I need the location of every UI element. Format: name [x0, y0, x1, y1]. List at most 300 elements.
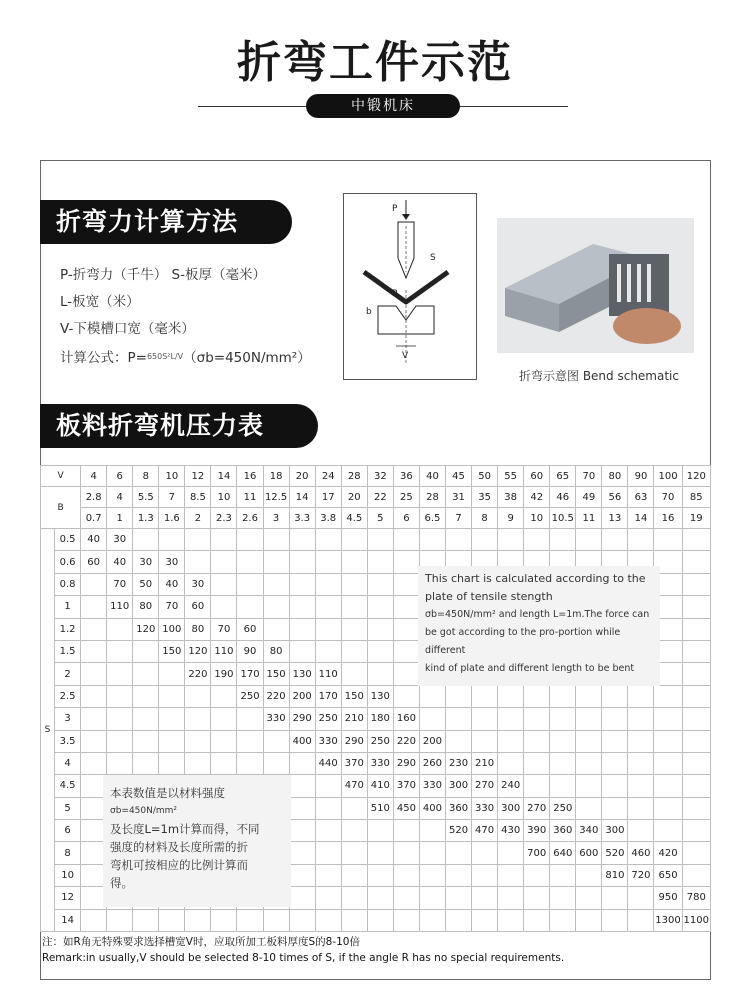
table-header-row-b2 [41, 508, 711, 529]
pressure-cell: 450 [393, 797, 419, 819]
pressure-cell [367, 596, 393, 618]
pressure-cell: 520 [602, 842, 628, 864]
pressure-cell [498, 887, 524, 909]
pressure-cell: 50 [133, 573, 159, 595]
pressure-cell [237, 752, 263, 774]
pressure-cell [289, 752, 315, 774]
pressure-cell: 470 [341, 775, 367, 797]
s-value-cell: 12 [55, 887, 81, 909]
pressure-cell [393, 909, 419, 931]
pressure-cell [498, 708, 524, 730]
note-cn-line-4: 强度的材料及长度所需的折 [110, 840, 248, 854]
pressure-cell [628, 887, 654, 909]
b-value-cell: 22 [367, 487, 393, 508]
b-value-cell: 14 [628, 508, 654, 529]
pressure-cell [367, 909, 393, 931]
bend-photo [497, 218, 694, 353]
pressure-cell [393, 529, 419, 551]
page-title: 折弯工件示范 [237, 37, 513, 88]
v-value-cell: 10 [159, 466, 185, 487]
pressure-cell [472, 708, 498, 730]
pressure-cell [367, 573, 393, 595]
pressure-cell [341, 551, 367, 573]
pressure-cell [315, 529, 341, 551]
pressure-cell [682, 730, 710, 752]
pressure-cell [289, 775, 315, 797]
note-en-line-5: kind of plate and different length to be bent [425, 663, 635, 674]
b-value-cell: 19 [682, 508, 710, 529]
pressure-cell [682, 596, 710, 618]
pressure-cell [159, 529, 185, 551]
pressure-cell [524, 864, 550, 886]
b-value-cell: 31 [445, 487, 471, 508]
pressure-cell [237, 529, 263, 551]
pressure-cell [341, 618, 367, 640]
pressure-cell [576, 775, 602, 797]
pressure-cell: 330 [263, 708, 289, 730]
s-value-cell: 0.5 [55, 529, 81, 551]
pressure-cell: 700 [524, 842, 550, 864]
pressure-cell [211, 909, 237, 931]
pressure-cell [159, 730, 185, 752]
note-cn-line-3: 及长度L=1m计算而得，不同 [110, 822, 260, 836]
pressure-cell [211, 685, 237, 707]
pressure-cell [81, 730, 107, 752]
v-value-cell: 28 [341, 466, 367, 487]
pressure-cell [682, 573, 710, 595]
pressure-cell [341, 573, 367, 595]
pressure-cell: 70 [159, 596, 185, 618]
s-value-cell: 1 [55, 596, 81, 618]
pressure-cell: 250 [237, 685, 263, 707]
pressure-cell [576, 708, 602, 730]
v-value-cell: 80 [602, 466, 628, 487]
b-value-cell: 16 [654, 508, 682, 529]
pressure-cell [498, 752, 524, 774]
pressure-cell: 600 [576, 842, 602, 864]
pressure-cell [682, 551, 710, 573]
pressure-cell [107, 909, 133, 931]
pressure-cell: 70 [107, 573, 133, 595]
s-value-cell: 1.5 [55, 640, 81, 662]
pressure-cell: 370 [393, 775, 419, 797]
pressure-cell [628, 529, 654, 551]
pressure-cell [341, 663, 367, 685]
label-v: V [402, 351, 409, 361]
pressure-cell: 200 [419, 730, 445, 752]
pressure-cell: 150 [341, 685, 367, 707]
pressure-cell [289, 820, 315, 842]
pressure-cell [289, 797, 315, 819]
note-en-line-3: σb=450N/mm² and length L=1m.The force can [425, 609, 650, 620]
pressure-cell: 60 [81, 551, 107, 573]
pressure-cell [393, 887, 419, 909]
pressure-cell [341, 842, 367, 864]
part-slot [637, 264, 641, 302]
pressure-cell [159, 663, 185, 685]
pressure-cell [393, 820, 419, 842]
pressure-cell [419, 864, 445, 886]
pressure-cell [185, 685, 211, 707]
v-value-cell: 45 [445, 466, 471, 487]
s-value-cell: 2 [55, 663, 81, 685]
pressure-cell: 80 [185, 618, 211, 640]
hand [613, 308, 681, 344]
pressure-cell [237, 909, 263, 931]
pressure-cell [654, 730, 682, 752]
pressure-cell: 150 [263, 663, 289, 685]
pressure-cell: 110 [315, 663, 341, 685]
pressure-cell [81, 596, 107, 618]
bend-photo-svg [497, 218, 694, 353]
pressure-cell: 190 [211, 663, 237, 685]
pressure-cell [367, 640, 393, 662]
pressure-cell [550, 685, 576, 707]
pressure-cell: 400 [289, 730, 315, 752]
pressure-cell [133, 708, 159, 730]
pressure-cell: 300 [445, 775, 471, 797]
pressure-cell [576, 529, 602, 551]
v-value-cell: 12 [185, 466, 211, 487]
pressure-cell [263, 618, 289, 640]
pressure-cell [445, 685, 471, 707]
pressure-cell [107, 708, 133, 730]
pressure-cell [654, 752, 682, 774]
pressure-cell [289, 887, 315, 909]
pressure-cell: 270 [524, 797, 550, 819]
pressure-cell [472, 887, 498, 909]
pressure-cell [550, 730, 576, 752]
pressure-cell: 80 [263, 640, 289, 662]
pressure-cell [445, 909, 471, 931]
pressure-cell [185, 708, 211, 730]
b-value-cell: 3.8 [315, 508, 341, 529]
label-b: b [366, 307, 372, 317]
pressure-cell: 1100 [682, 909, 710, 931]
pressure-cell [289, 640, 315, 662]
pressure-cell: 330 [419, 775, 445, 797]
pressure-cell: 410 [367, 775, 393, 797]
b-value-cell: 10.5 [550, 508, 576, 529]
pressure-cell [445, 887, 471, 909]
pressure-cell [498, 730, 524, 752]
pressure-cell [237, 573, 263, 595]
pressure-cell: 110 [107, 596, 133, 618]
pressure-cell: 250 [315, 708, 341, 730]
pressure-cell [315, 820, 341, 842]
pressure-cell [133, 663, 159, 685]
pressure-cell: 300 [602, 820, 628, 842]
b-value-cell: 10 [524, 508, 550, 529]
pressure-cell: 510 [367, 797, 393, 819]
note-cn-line-5: 弯机可按相应的比例计算而 [110, 858, 248, 872]
pressure-cell [419, 685, 445, 707]
pressure-cell [628, 752, 654, 774]
s-value-cell: 4 [55, 752, 81, 774]
s-value-cell: 14 [55, 909, 81, 931]
pressure-cell [315, 842, 341, 864]
pressure-cell [211, 551, 237, 573]
pressure-cell: 90 [237, 640, 263, 662]
pressure-cell [445, 864, 471, 886]
pressure-cell: 250 [550, 797, 576, 819]
b-value-cell: 38 [498, 487, 524, 508]
v-value-cell: 65 [550, 466, 576, 487]
v-value-cell: 36 [393, 466, 419, 487]
pressure-cell [419, 820, 445, 842]
b-value-cell: 63 [628, 487, 654, 508]
pressure-cell [263, 909, 289, 931]
pressure-cell [576, 909, 602, 931]
pressure-cell [263, 752, 289, 774]
pressure-cell [289, 864, 315, 886]
b-value-cell: 1.3 [133, 508, 159, 529]
pressure-cell: 30 [107, 529, 133, 551]
pressure-cell [602, 529, 628, 551]
b-value-cell: 2.6 [237, 508, 263, 529]
pressure-cell [341, 864, 367, 886]
b-value-cell: 7 [159, 487, 185, 508]
formula-block [60, 262, 311, 372]
pressure-cell [367, 551, 393, 573]
note-chinese [103, 775, 291, 907]
pressure-cell: 440 [315, 752, 341, 774]
pressure-cell [419, 909, 445, 931]
pressure-cell [602, 797, 628, 819]
pressure-cell [445, 708, 471, 730]
formula-line-3: V-下模槽口宽（毫米） [60, 321, 195, 337]
pressure-cell [576, 752, 602, 774]
b-value-cell: 70 [654, 487, 682, 508]
v-value-cell: 100 [654, 466, 682, 487]
b-value-cell: 4 [107, 487, 133, 508]
pressure-cell: 40 [81, 529, 107, 551]
pressure-cell: 400 [419, 797, 445, 819]
pressure-cell [341, 596, 367, 618]
pressure-cell [289, 573, 315, 595]
pressure-cell: 290 [393, 752, 419, 774]
part-slot [647, 264, 651, 302]
pressure-cell [315, 573, 341, 595]
pressure-cell [367, 529, 393, 551]
pressure-cell [237, 551, 263, 573]
pressure-cell [159, 752, 185, 774]
pressure-cell [498, 842, 524, 864]
pressure-cell [211, 573, 237, 595]
pressure-cell: 150 [159, 640, 185, 662]
pressure-cell [602, 708, 628, 730]
formula-line-2: L-板宽（米） [60, 294, 140, 310]
pressure-cell [211, 596, 237, 618]
pressure-cell: 200 [289, 685, 315, 707]
pressure-cell [550, 529, 576, 551]
pressure-cell [315, 618, 341, 640]
s-axis-label: S [41, 529, 55, 932]
pressure-cell [185, 529, 211, 551]
b-value-cell: 2.8 [81, 487, 107, 508]
formula-line-1: P-折弯力（千牛） S-板厚（毫米） [60, 267, 266, 283]
pressure-cell [211, 752, 237, 774]
pressure-cell: 240 [498, 775, 524, 797]
pressure-cell [263, 551, 289, 573]
pressure-cell [654, 708, 682, 730]
pressure-cell: 70 [211, 618, 237, 640]
pressure-cell [237, 708, 263, 730]
pressure-cell [289, 529, 315, 551]
pressure-cell: 120 [133, 618, 159, 640]
pressure-cell [263, 730, 289, 752]
pressure-cell: 260 [419, 752, 445, 774]
pressure-cell [159, 685, 185, 707]
pressure-cell [341, 640, 367, 662]
pressure-cell: 420 [654, 842, 682, 864]
formula-suffix: （σb=450N/mm²） [183, 350, 311, 366]
s-value-cell: 6 [55, 820, 81, 842]
s-value-cell: 2.5 [55, 685, 81, 707]
b-value-cell: 2.3 [211, 508, 237, 529]
pressure-cell: 810 [602, 864, 628, 886]
pressure-cell [628, 685, 654, 707]
table-row [41, 909, 711, 931]
v-value-cell: 32 [367, 466, 393, 487]
pressure-cell [602, 775, 628, 797]
pressure-cell [472, 842, 498, 864]
pressure-cell [211, 708, 237, 730]
note-english [418, 566, 660, 686]
s-value-cell: 8 [55, 842, 81, 864]
b-value-cell: 3 [263, 508, 289, 529]
pressure-cell [524, 752, 550, 774]
pressure-cell [654, 820, 682, 842]
pressure-cell [393, 663, 419, 685]
pressure-cell [81, 618, 107, 640]
pressure-cell: 30 [185, 573, 211, 595]
b-value-cell: 8.5 [185, 487, 211, 508]
pressure-cell [159, 909, 185, 931]
pressure-cell [576, 685, 602, 707]
bending-diagram-svg [344, 194, 476, 379]
s-value-cell: 4.5 [55, 775, 81, 797]
b-value-cell: 20 [341, 487, 367, 508]
pressure-cell [550, 909, 576, 931]
pressure-cell [393, 551, 419, 573]
formula-fraction: 650S²L/V [146, 352, 184, 361]
pressure-cell [682, 640, 710, 662]
pressure-cell [576, 730, 602, 752]
pressure-cell [367, 887, 393, 909]
v-value-cell: 55 [498, 466, 524, 487]
pressure-cell [498, 909, 524, 931]
pressure-cell: 720 [628, 864, 654, 886]
pressure-cell: 290 [289, 708, 315, 730]
pressure-cell [393, 618, 419, 640]
s-value-cell: 3.5 [55, 730, 81, 752]
b-value-cell: 42 [524, 487, 550, 508]
v-value-cell: 60 [524, 466, 550, 487]
pressure-cell [315, 596, 341, 618]
pressure-cell [289, 596, 315, 618]
pressure-cell [367, 842, 393, 864]
pressure-cell [472, 529, 498, 551]
pressure-cell [682, 864, 710, 886]
v-value-cell: 14 [211, 466, 237, 487]
pressure-cell [367, 663, 393, 685]
brand-badge: 中锻机床 [306, 94, 460, 118]
pressure-cell [682, 842, 710, 864]
pressure-cell [472, 909, 498, 931]
pressure-cell [654, 685, 682, 707]
b-value-cell: 6.5 [419, 508, 445, 529]
label-s: S [430, 253, 436, 263]
pressure-cell [341, 887, 367, 909]
pressure-cell: 120 [185, 640, 211, 662]
b-value-cell: 9 [498, 508, 524, 529]
pressure-cell: 780 [682, 887, 710, 909]
pressure-cell [341, 909, 367, 931]
pressure-cell [81, 685, 107, 707]
pressure-cell: 640 [550, 842, 576, 864]
pressure-cell [315, 640, 341, 662]
pressure-cell [367, 820, 393, 842]
pressure-cell [107, 663, 133, 685]
pressure-cell: 220 [393, 730, 419, 752]
pressure-cell [107, 640, 133, 662]
pressure-cell: 460 [628, 842, 654, 864]
pressure-cell [263, 596, 289, 618]
pressure-cell [682, 618, 710, 640]
pressure-cell: 430 [498, 820, 524, 842]
pressure-cell [682, 663, 710, 685]
pressure-cell [445, 529, 471, 551]
b-value-cell: 8 [472, 508, 498, 529]
b-value-cell: 28 [419, 487, 445, 508]
pressure-cell [289, 618, 315, 640]
v-value-cell: 40 [419, 466, 445, 487]
pressure-cell [289, 842, 315, 864]
pressure-cell [682, 775, 710, 797]
pressure-cell [550, 708, 576, 730]
pressure-cell [81, 708, 107, 730]
table-row [41, 730, 711, 752]
force-arrowhead [402, 214, 410, 220]
pressure-cell [393, 573, 419, 595]
pressure-cell [211, 730, 237, 752]
pressure-cell [498, 529, 524, 551]
pressure-cell: 520 [445, 820, 471, 842]
pressure-cell: 220 [185, 663, 211, 685]
v-value-cell: 18 [263, 466, 289, 487]
pressure-cell [133, 685, 159, 707]
b-value-cell: 35 [472, 487, 498, 508]
pressure-cell [393, 842, 419, 864]
b-value-cell: 10 [211, 487, 237, 508]
pressure-cell: 170 [315, 685, 341, 707]
pressure-cell [81, 909, 107, 931]
v-value-cell: 120 [682, 466, 710, 487]
pressure-cell: 470 [472, 820, 498, 842]
pressure-cell: 270 [472, 775, 498, 797]
pressure-cell [185, 909, 211, 931]
pressure-cell [367, 618, 393, 640]
pressure-cell [550, 864, 576, 886]
v-value-cell: 90 [628, 466, 654, 487]
pressure-cell [602, 730, 628, 752]
pressure-cell: 330 [472, 797, 498, 819]
pressure-cell: 250 [367, 730, 393, 752]
pressure-cell [654, 529, 682, 551]
b-value-cell: 13 [602, 508, 628, 529]
b-value-cell: 6 [393, 508, 419, 529]
